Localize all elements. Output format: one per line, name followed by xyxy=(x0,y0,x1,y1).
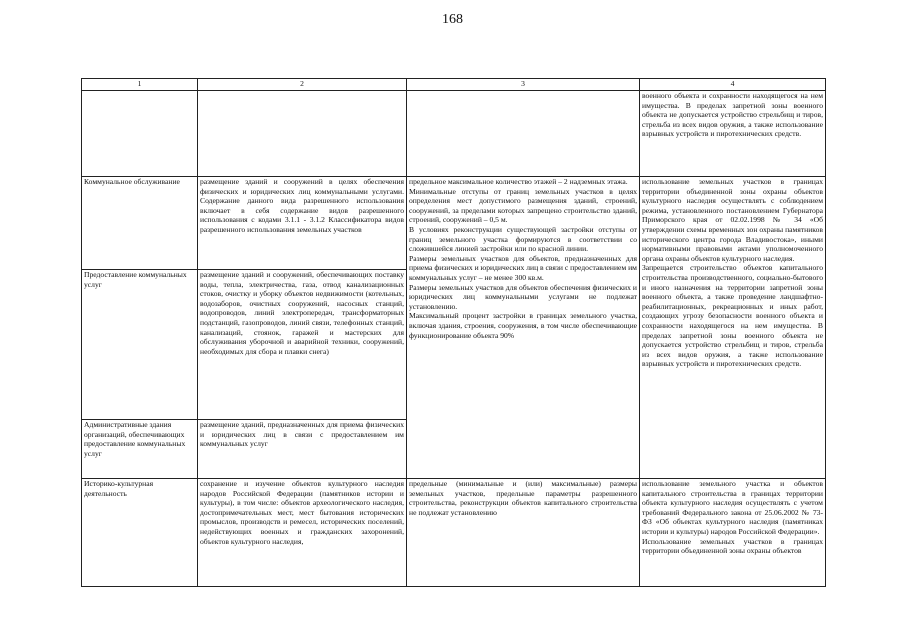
restrictions-continued-text: военного объекта и сохранности находящегося на нем имущества. В пределах запретной зоны военного объекта не допускается устройство стрельбищ и тиров, стрельба из всех видов оружия, а также использование взрывных устройств и пиротехнических средств. xyxy=(640,91,826,177)
column-header-1: 1 xyxy=(82,79,198,91)
table-header-row xyxy=(82,79,826,91)
use-description-cell: размещение зданий и сооружений, обеспечивающих поставку воды, тепла, электричества, газа, отвод канализационных стоков, очистку и уборку объектов недвижимости (котельных, водозаборов, очистных сооружений, насосных станций, водопроводов, линий электропередач, трансформаторных подстанций, газопроводов, линий связи, телефонных станций, канализаций, стоянок, гаражей и мастерских для обслуживания уборочной и аварийной техники, сооружений, необходимых для сбора и плавки снега) xyxy=(198,270,407,420)
restriction-paragraph: использование земельных участков в границах территории объединенной зоны охраны объектов культурного наследия осуществлять с соблюдением режима, установленного постановлением Губернатора Приморского края от 02.02.1998 № 34 «Об утверждении схемы временных зон охраны памятников исторического центра города Владивостока», иными нормативными правовыми актами уполномоченного органа охраны объектов культурного наследия. xyxy=(642,177,823,263)
parameters-cell: предельные (минимальные и (или) максимальные) размеры земельных участков, предельные параметры разрешенного строительства, реконструкции объектов капитального строительства не подлежат установлению xyxy=(407,479,640,587)
page-number: 168 xyxy=(442,12,463,27)
restriction-paragraph: Запрещается строительство объектов капитального строительства производственного, социально-бытового и иного назначения на территории запретной зоны военного объекта, а также проведение ландшафтно-реабилитационных, рекреационных и иных работ, создающих угрозу безопасности военного объекта и сохранности находящегося на нем имущества. В пределах запретной зоны военного объекта не допускается устройство стрельбищ и тиров, стрельба из всех видов оружия, а также использование взрывных устройств и пиротехнических средств. xyxy=(642,263,823,369)
zoning-table xyxy=(81,78,826,587)
table-row-continued xyxy=(82,91,826,177)
use-description-cell: размещение зданий и сооружений в целях обеспечения физических и юридических лиц коммунальными услугами. Содержание данного вида разрешенного использования включает в себя содержание видов разрешенного использования с кодами 3.1.1 - 3.1.2 Классификатора видов разрешенного использования земельных участков xyxy=(198,177,407,270)
parameter-paragraph: Размеры земельных участков для объектов, предназначенных для приема физических и юридических лиц в связи с предоставлением им коммунальных услуг – не менее 300 кв.м. xyxy=(409,253,637,282)
parameter-paragraph: Максимальный процент застройки в границах земельного участка, включая здания, строения, сооружения, в том числе обеспечивающие функционирование объекта 90% xyxy=(409,311,637,340)
use-name-cell: Предоставление коммунальных услуг xyxy=(82,270,198,420)
column-header-4: 4 xyxy=(640,79,826,91)
parameter-paragraph: Минимальные отступы от границ земельных участков в целях определения мест допустимого размещения зданий, строений, сооружений, за пределами которых запрещено строительство зданий, строений, сооружений – 0,5 м. xyxy=(409,186,637,225)
table-row xyxy=(82,479,826,587)
column-header-2: 2 xyxy=(198,79,407,91)
use-name-cell: Коммунальное обслуживание xyxy=(82,177,198,270)
use-description-cell: размещение зданий, предназначенных для приема физических и юридических лиц в связи с предоставлением им коммунальных услуг xyxy=(198,420,407,479)
use-name-cell: Историко-культурная деятельность xyxy=(82,479,198,587)
parameter-paragraph: В условиях реконструкции существующей застройки отступы от границ земельного участка формируются в соответствии со сложившейся линией застройки или по красной линии. xyxy=(409,224,637,254)
table-row xyxy=(82,177,826,270)
use-description-cell: сохранение и изучение объектов культурного наследия народов Российской Федерации (памятников истории и культуры), в том числе: объектов археологического наследия, достопримечательных мест, мест бытования исторических промыслов, производств и ремесел, исторических поселений, недействующих военных и гражданских захоронений, объектов культурного наследия, xyxy=(198,479,407,587)
use-name-cell: Административные здания организаций, обеспечивающих предоставление коммунальных услуг xyxy=(82,420,198,479)
parameter-paragraph: предельное максимальное количество этажей – 2 надземных этажа. xyxy=(409,177,628,186)
restrictions-cell xyxy=(640,479,826,587)
restriction-paragraph: Использование земельных участков в границах территории объединенной зоны охраны объектов xyxy=(642,536,823,556)
column-header-3: 3 xyxy=(407,79,640,91)
parameter-paragraph: Размеры земельных участков для объектов обеспечения физических и юридических лиц коммунальными услугами не подлежат установлению. xyxy=(409,282,637,311)
parameters-cell xyxy=(407,177,640,479)
restrictions-cell xyxy=(640,177,826,479)
restriction-paragraph: использование земельного участка и объектов капитального строительства в границах территории объекта культурного наследия осуществлять с учетом требований Федерального закона от 25.06.2002 № 73-ФЗ «Об объектах культурного наследия (памятниках истории и культуры) народов Российской Федерации». xyxy=(642,479,823,536)
